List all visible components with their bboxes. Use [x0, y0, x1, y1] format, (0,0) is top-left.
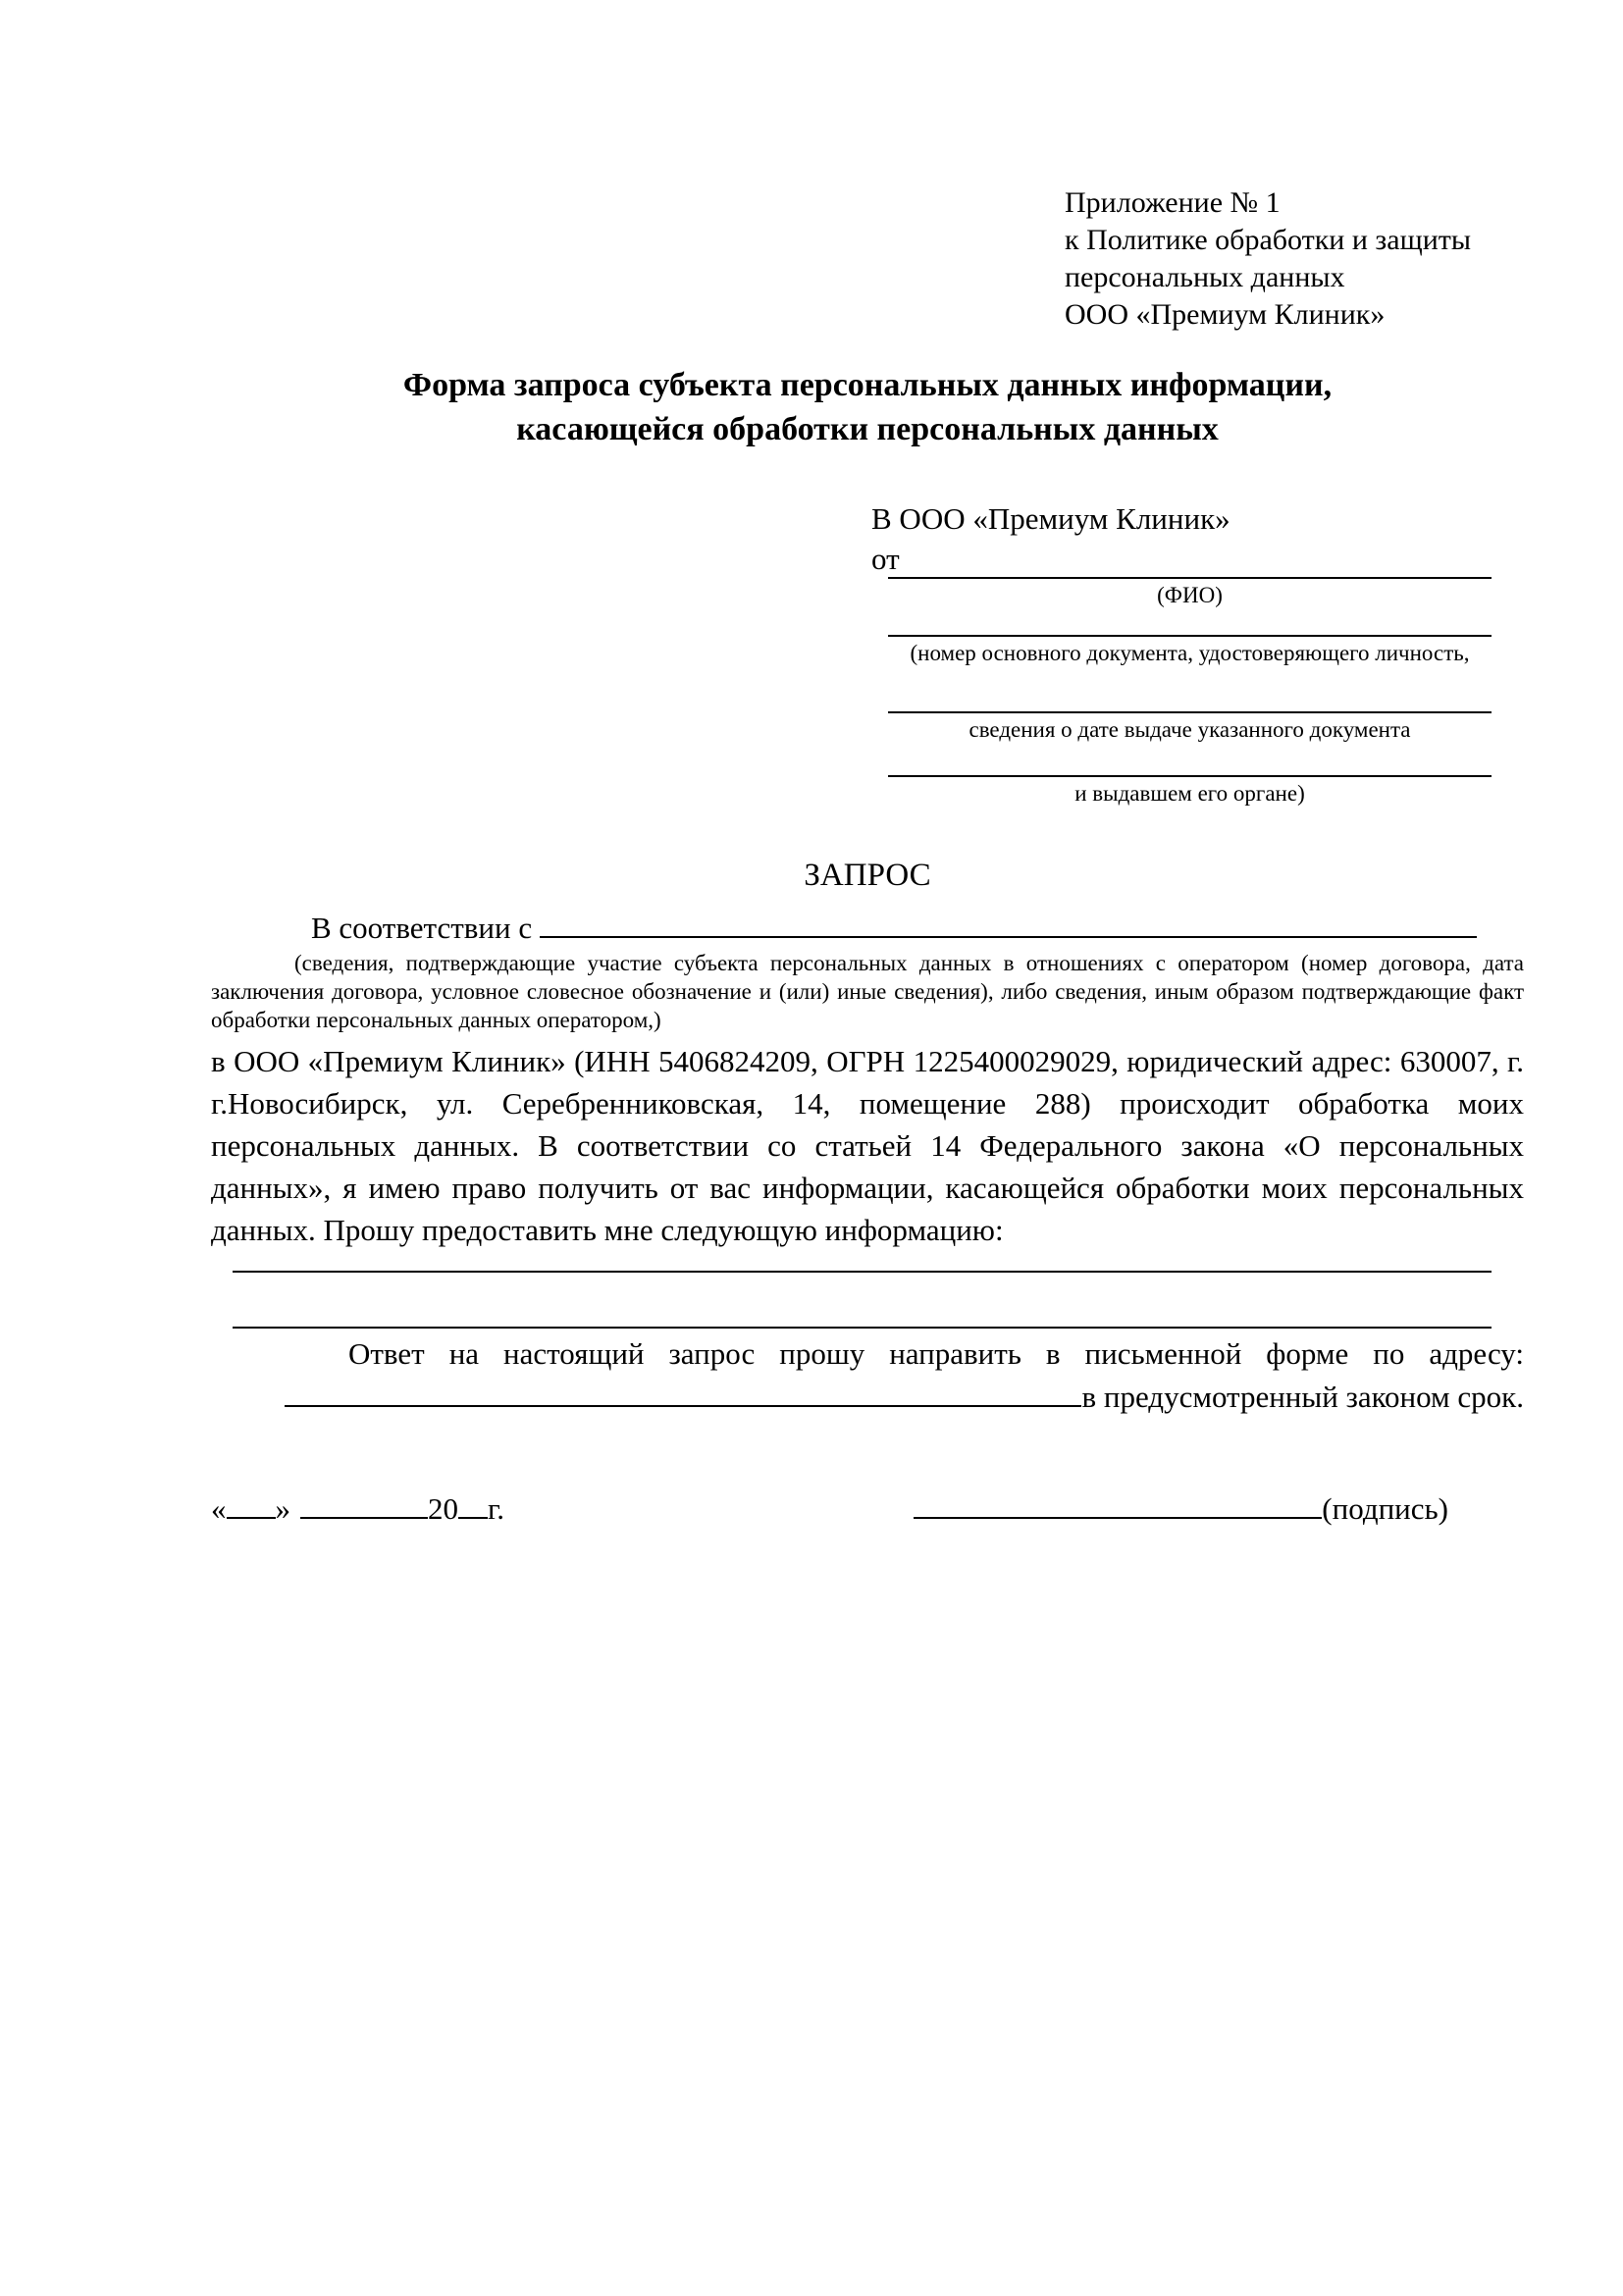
document-title-line: Форма запроса субъекта персональных данных информации,: [402, 367, 1333, 403]
date-quote-close: »: [275, 1491, 290, 1526]
reply-address-blank-line: [285, 1375, 1081, 1407]
document-title: [211, 363, 1524, 451]
appendix-line: Приложение № 1: [1065, 186, 1281, 219]
signature-caption: (подпись): [1322, 1491, 1448, 1526]
issuing-authority-caption: и выдавшем его органе): [1074, 781, 1305, 806]
signature-group: [914, 1487, 1448, 1530]
fine-print-note: (сведения, подтверждающие участие субъекта персональных данных в отношениях с оператором (номер договора, дата заключения договора, условное словесное обозначение и (или) иные сведения), либо сведения, иным образом подтверждающие факт обработки персональных данных оператором,): [211, 951, 1524, 1032]
appendix-reference: [1065, 184, 1524, 334]
reply-instruction: Ответ на настоящий запрос прошу направить в письменной форме по адресу:: [348, 1336, 1524, 1371]
date-group: [211, 1487, 504, 1530]
accordance-line: [211, 906, 1524, 949]
appendix-line: персональных данных: [1065, 261, 1345, 293]
appendix-line: ООО «Премиум Клиник»: [1065, 298, 1386, 331]
date-quote-open: «: [211, 1491, 227, 1526]
information-blank-line-2: [233, 1327, 1492, 1329]
appendix-line: к Политике обработки и защиты: [1065, 224, 1472, 256]
year-blank-line: [458, 1487, 488, 1519]
year-suffix: г.: [488, 1491, 504, 1526]
month-blank-line: [300, 1487, 428, 1519]
document-title-line: касающейся обработки персональных данных: [516, 411, 1219, 447]
addressee-block: [871, 496, 1492, 807]
request-heading: ЗАПРОС: [804, 858, 931, 893]
reply-tail-text: в предусмотренный законом срок.: [1081, 1380, 1524, 1414]
day-blank-line: [227, 1487, 276, 1519]
information-blank-line-1: [233, 1271, 1492, 1273]
accordance-label: В соответствии с: [311, 911, 533, 945]
year-prefix: 20: [428, 1491, 458, 1526]
reply-address-line: [211, 1375, 1524, 1418]
request-body-paragraph: в ООО «Премиум Клиник» (ИНН 5406824209, ОГРН 1225400029029, юридический адрес: 630007, г. г.Новосибирск, ул. Серебренниковская, 14, помещение 288) происходит обработка моих персональных данных. В соответствии со статьей 14 Федерального закона «О персональных данных», я имею право получить от вас информации, касающейся обработки моих персональных данных. Прошу предоставить мне следующую информацию:: [211, 1044, 1524, 1247]
accordance-blank-line: [540, 906, 1477, 938]
issue-date-caption: сведения о дате выдаче указанного документа: [969, 717, 1411, 742]
addressee-to: В ООО «Премиум Клиник»: [871, 501, 1230, 536]
signature-blank-line: [914, 1487, 1322, 1519]
date-signature-row: [211, 1487, 1524, 1530]
addressee-from-label: от: [871, 542, 900, 576]
fio-caption: (ФИО): [1157, 583, 1223, 607]
document-number-caption: (номер основного документа, удостоверяющего личность,: [910, 641, 1470, 665]
